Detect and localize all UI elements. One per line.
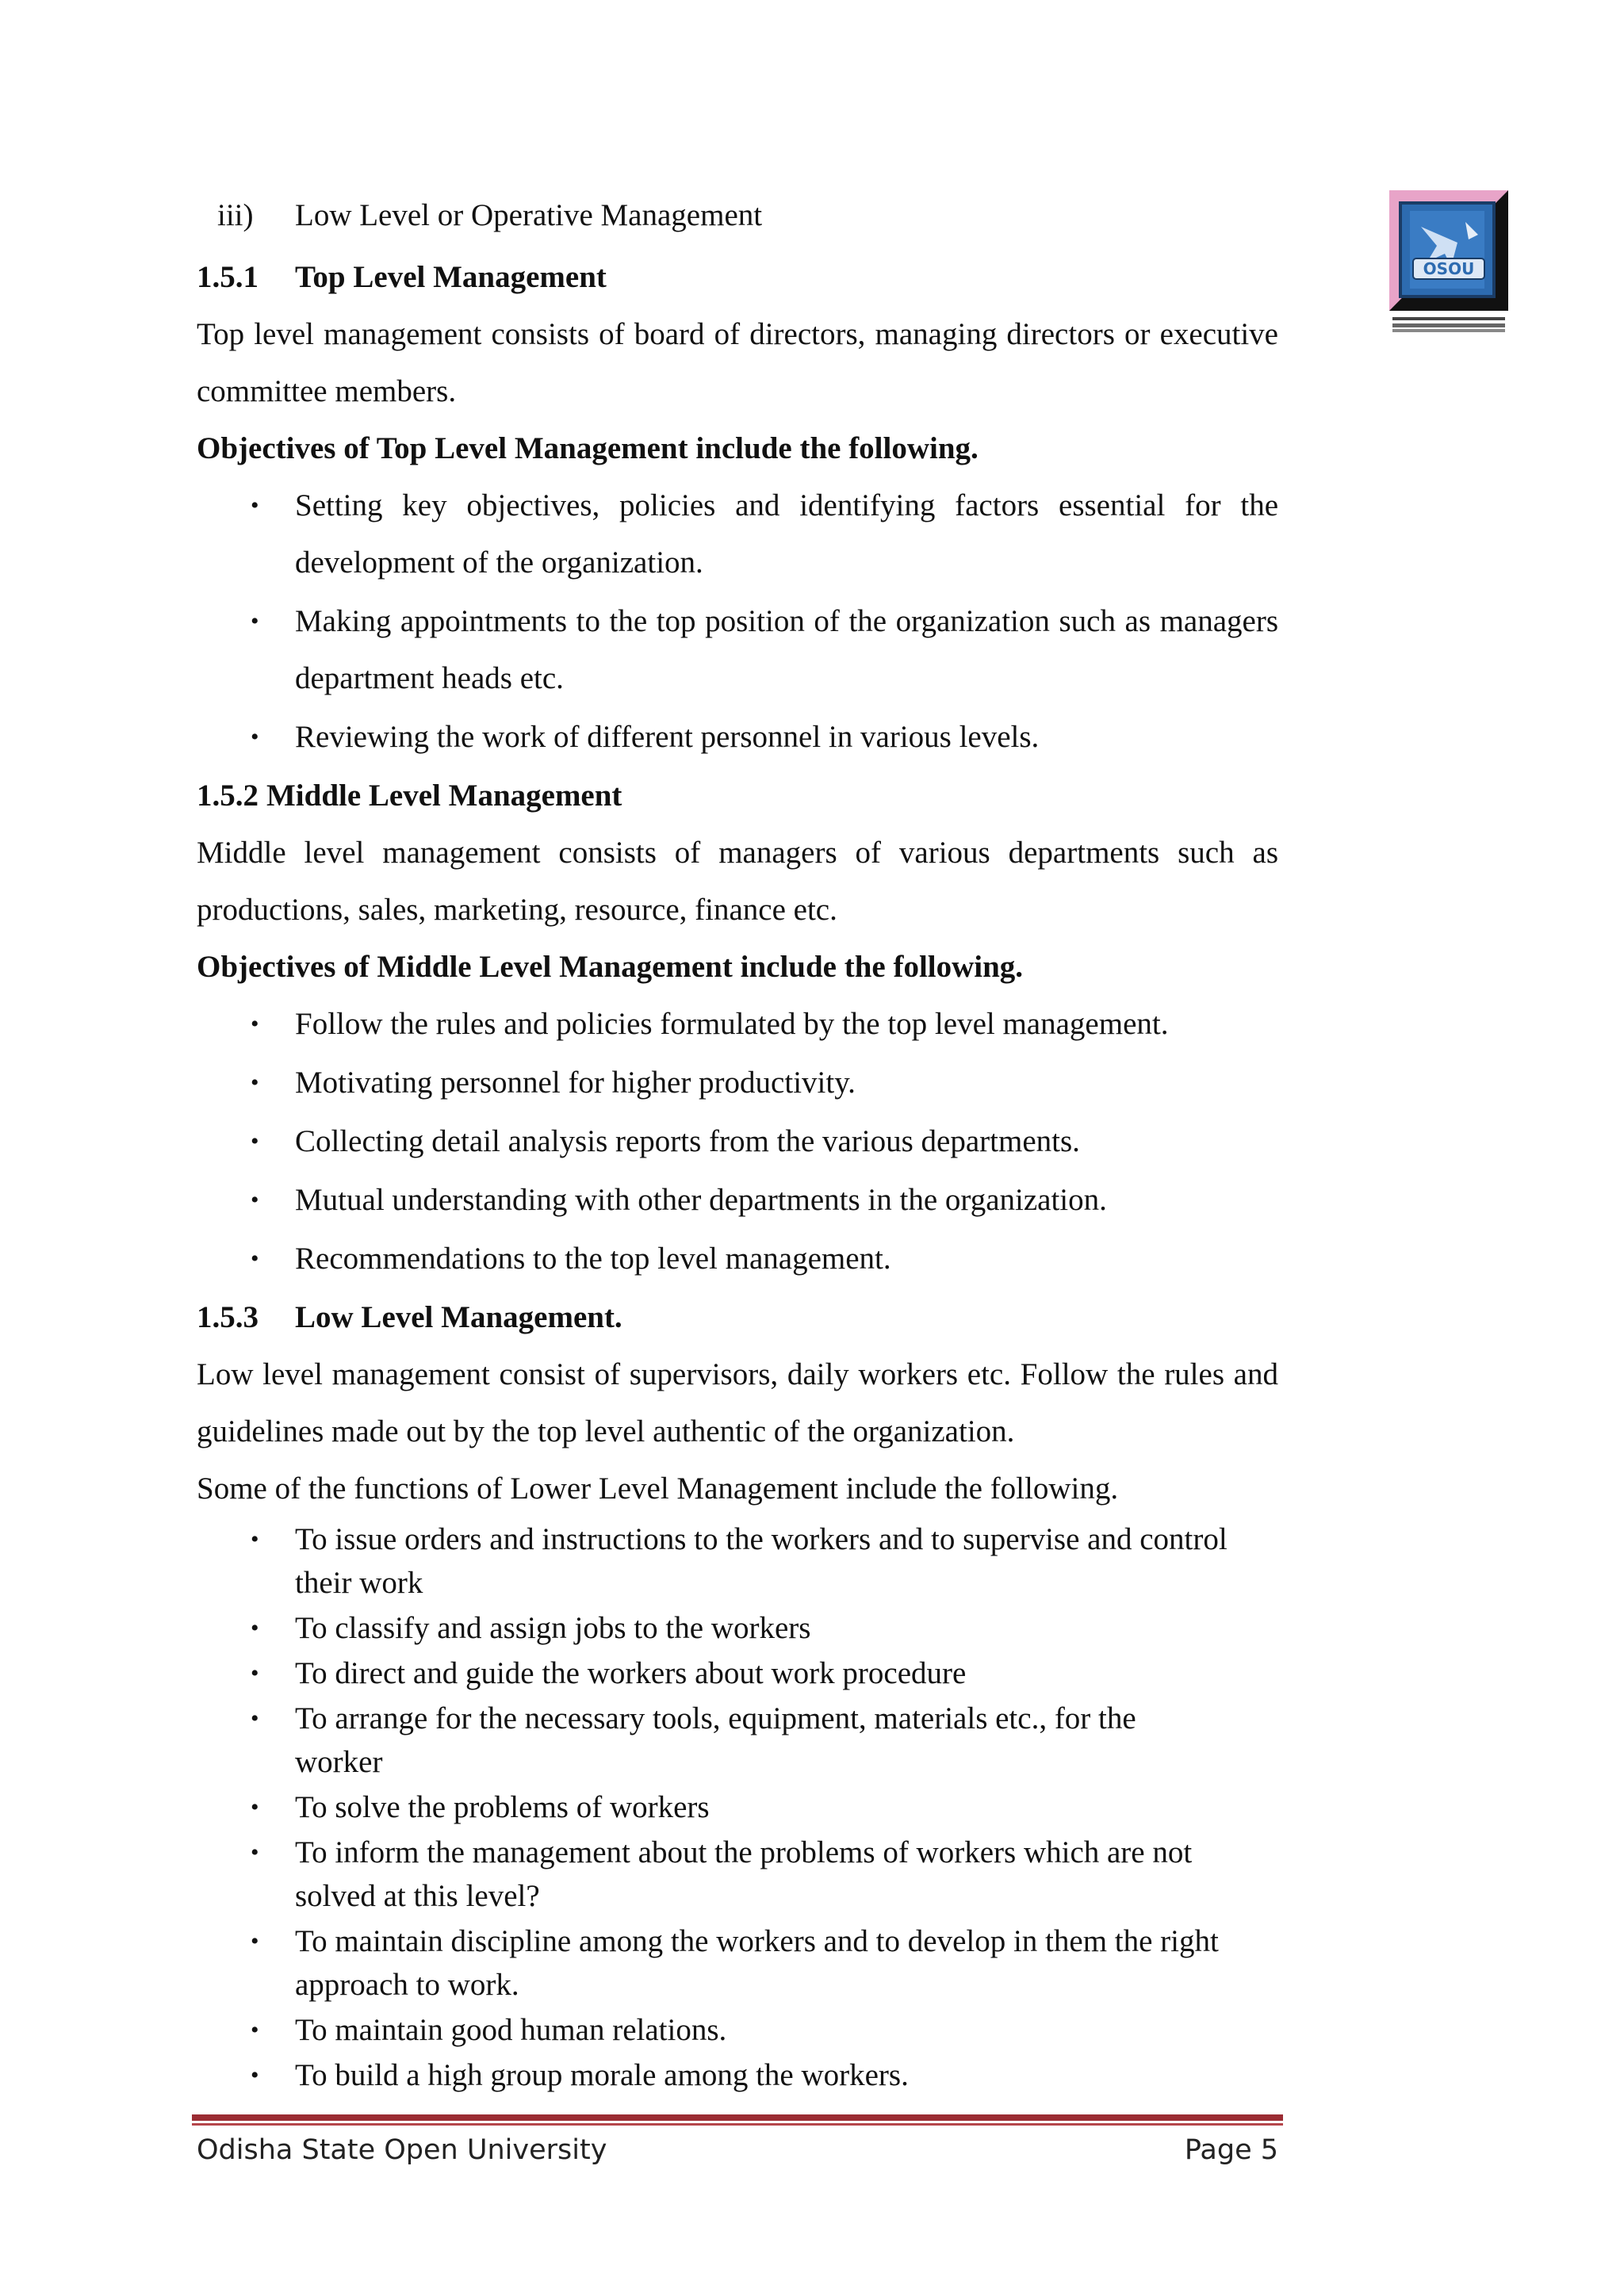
list-item-text: To inform the management about the problems of workers which are not solved at this level? [295,1835,1193,1913]
bullet-icon: • [251,2017,259,2043]
bullet-icon: • [251,1128,259,1154]
bullet-icon: • [251,1839,259,1866]
bullet-icon: • [251,1187,259,1213]
roman-numeral: iii) [217,198,254,232]
section-heading-1-5-3 [197,1289,1278,1346]
university-logo [1389,190,1508,333]
page-content [197,192,1278,2099]
management-level-item-iii [197,192,1278,239]
list-item [197,1172,1278,1229]
list-item [197,709,1278,766]
section-number: 1.5.2 [197,779,259,813]
list-item [197,1831,1278,1918]
management-level-text: Low Level or Operative Management [295,198,763,232]
list-item-text: To arrange for the necessary tools, equipment, materials etc., for the worker [295,1701,1136,1779]
page-number: Page 5 [1184,2134,1278,2166]
section-title: Top Level Management [295,260,607,294]
list-item-text: Recommendations to the top level management. [295,1242,891,1276]
list-item-text: To maintain good human relations. [295,2013,727,2047]
list-item [197,1113,1278,1170]
bullet-icon: • [251,1660,259,1686]
list-item [197,1785,1278,1829]
section-heading-1-5-1 [197,249,1278,306]
section-title: Middle Level Management [266,779,622,813]
bullet-icon: • [251,1011,259,1037]
list-item [197,1054,1278,1112]
logo-text: OSOU [1423,259,1475,278]
footer-university-name: Odisha State Open University [197,2134,607,2166]
section-paragraph: Low level management consist of supervisors, daily workers etc. Follow the rules and guidelines made out by the top level authentic of the organization. [197,1357,1278,1448]
footer-rule-thin [192,2123,1283,2126]
list-item-text: To issue orders and instructions to the workers and to supervise and control their work [295,1522,1228,1600]
osou-logo-icon [1389,190,1508,333]
section-number: 1.5.3 [197,1300,259,1334]
functions-list-low [197,1517,1278,2097]
list-item [197,1919,1278,2007]
list-item-text: Mutual understanding with other departments in the organization. [295,1183,1107,1217]
list-item-text: Making appointments to the top position of the organization such as managers department heads etc. [295,604,1278,695]
section-heading-1-5-2 [197,767,1278,825]
section-paragraph: Middle level management consists of managers of various departments such as productions, sales, marketing, resource, finance etc. [197,836,1278,927]
list-item-text: To maintain discipline among the workers and to develop in them the right approach to work. [295,1924,1219,2002]
list-item-text: Follow the rules and policies formulated by the top level management. [295,1007,1169,1041]
list-item [197,1651,1278,1695]
bullet-icon: • [251,1615,259,1641]
list-item [197,996,1278,1053]
objectives-list-top [197,477,1278,766]
list-item-text: Reviewing the work of different personnel in various levels. [295,720,1040,754]
list-item [197,1517,1278,1605]
section-paragraph: Top level management consists of board of directors, managing directors or executive committee members. [197,317,1278,408]
list-item-text: To solve the problems of workers [295,1790,710,1824]
objectives-heading: Objectives of Middle Level Management include the following. [197,950,1024,984]
list-item [197,593,1278,707]
list-item-text: To build a high group morale among the workers. [295,2058,909,2092]
list-item [197,2053,1278,2097]
list-item [197,1230,1278,1288]
footer-rule [192,2114,1283,2121]
list-item-text: To direct and guide the workers about work procedure [295,1656,967,1690]
list-item-text: Setting key objectives, policies and identifying factors essential for the development of the organization. [295,488,1278,580]
bullet-icon: • [251,1070,259,1096]
bullet-icon: • [251,2062,259,2088]
section-title: Low Level Management. [295,1300,622,1334]
list-item-text: Motivating personnel for higher productivity. [295,1066,856,1100]
bullet-icon: • [251,492,259,519]
list-item [197,2008,1278,2052]
list-item [197,1697,1278,1784]
bullet-icon: • [251,1246,259,1272]
functions-intro: Some of the functions of Lower Level Management include the following. [197,1471,1119,1506]
list-item-text: To classify and assign jobs to the workers [295,1611,811,1645]
bullet-icon: • [251,608,259,634]
bullet-icon: • [251,1794,259,1820]
list-item-text: Collecting detail analysis reports from the various departments. [295,1124,1080,1158]
list-item [197,1606,1278,1650]
bullet-icon: • [251,1526,259,1552]
bullet-icon: • [251,724,259,750]
bullet-icon: • [251,1928,259,1954]
bullet-icon: • [251,1705,259,1732]
objectives-heading: Objectives of Top Level Management include the following. [197,431,979,465]
section-number: 1.5.1 [197,260,259,294]
list-item [197,477,1278,591]
objectives-list-middle [197,996,1278,1288]
